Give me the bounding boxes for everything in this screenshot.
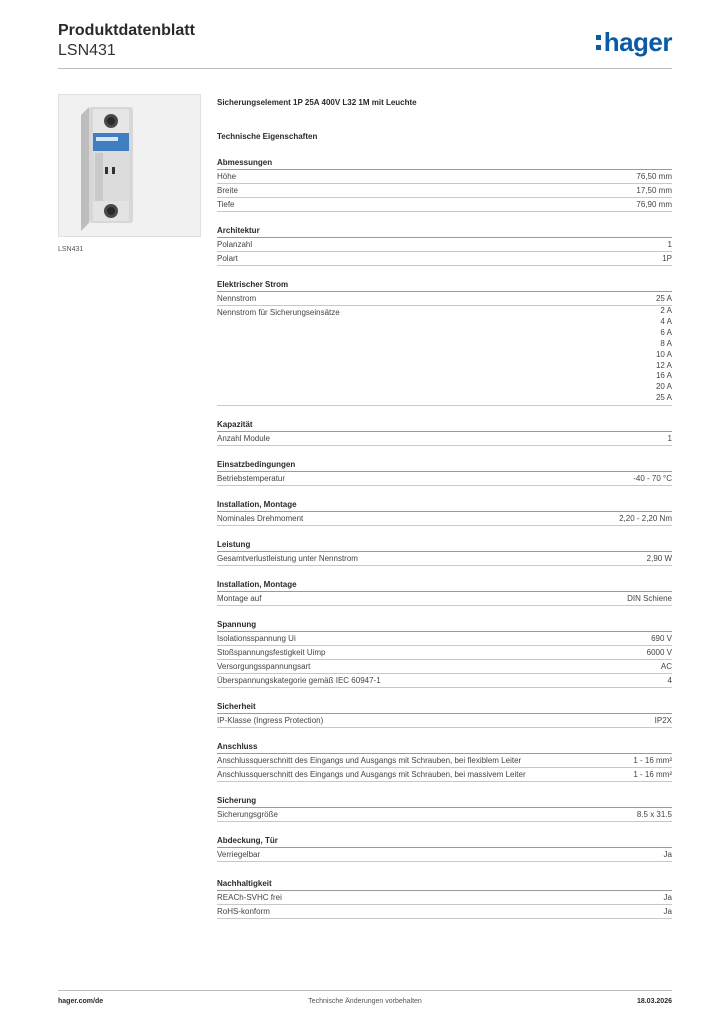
spec-value-item: 25 A — [655, 393, 672, 403]
spec-value — [656, 306, 672, 404]
spec-label: Nennstrom — [217, 294, 257, 303]
spec-label: Montage auf — [217, 594, 262, 604]
spec-section — [217, 459, 672, 486]
spec-section — [217, 579, 672, 606]
spec-value-item: 12 A — [655, 360, 672, 370]
spec-value-item: 4 A — [660, 316, 672, 326]
hager-logo — [596, 28, 672, 56]
spec-value: DIN Schiene — [627, 594, 672, 604]
spec-label: Nennstrom für Sicherungseinsätze — [217, 308, 340, 317]
spec-label: Isolationsspannung Ui — [217, 634, 296, 644]
spec-value: 17,50 mm — [636, 186, 672, 195]
product-image — [58, 94, 201, 237]
logo-text: hager — [603, 27, 672, 57]
section-heading: Nachhaltigkeit — [217, 878, 672, 891]
spec-label: Gesamtverlustleistung unter Nennstrom — [217, 554, 358, 564]
spec-row — [217, 660, 672, 674]
spec-label: Anschlussquerschnitt des Eingangs und Ausgangs mit Schrauben, bei massivem Leiter — [217, 770, 526, 780]
spec-label: Höhe — [217, 172, 237, 181]
section-heading: Installation, Montage — [217, 579, 672, 592]
tech-properties-title: Technische Eigenschaften — [217, 132, 318, 141]
spec-row — [217, 714, 672, 728]
spec-content — [217, 97, 672, 919]
spec-value: 1 - 16 mm² — [633, 770, 672, 780]
spec-row — [217, 432, 672, 446]
spec-row — [217, 552, 672, 566]
spec-sections — [217, 157, 672, 919]
spec-value: 1 — [667, 434, 672, 444]
spec-row — [217, 238, 672, 252]
spec-value: AC — [660, 662, 672, 672]
document-subtitle: LSN431 — [58, 42, 116, 59]
spec-row — [217, 292, 672, 306]
fuse-holder-icon — [59, 95, 200, 236]
spec-value: 2,90 W — [646, 554, 672, 564]
spec-label: Betriebstemperatur — [217, 474, 286, 484]
spec-label: Überspannungskategorie gemäß IEC 60947-1 — [217, 676, 381, 686]
spec-section — [217, 539, 672, 566]
section-heading: Spannung — [217, 619, 672, 632]
spec-row — [217, 768, 672, 782]
spec-row — [217, 808, 672, 822]
spec-section — [217, 499, 672, 526]
spec-value-item: 6 A — [660, 327, 672, 337]
spec-value: 25 A — [655, 294, 672, 303]
spec-value: 76,50 mm — [636, 172, 672, 181]
spec-section — [217, 701, 672, 728]
spec-row — [217, 512, 672, 526]
spec-row — [217, 754, 672, 768]
spec-value: 1 - 16 mm² — [633, 756, 672, 766]
spec-row — [217, 306, 672, 406]
spec-value: 8.5 x 31.5 — [636, 810, 672, 820]
spec-value-item: 20 A — [655, 382, 672, 392]
section-heading: Kapazität — [217, 419, 672, 432]
spec-section — [217, 619, 672, 688]
spec-label: Nominales Drehmoment — [217, 514, 304, 524]
spec-section — [217, 878, 672, 919]
section-heading: Einsatzbedingungen — [217, 459, 672, 472]
spec-value-item: 16 A — [655, 371, 672, 381]
spec-section — [217, 835, 672, 862]
spec-row — [217, 198, 672, 212]
spec-row — [217, 891, 672, 905]
spec-value: 76,90 mm — [636, 200, 672, 209]
spec-label: Versorgungsspannungsart — [217, 662, 311, 672]
spec-section — [217, 741, 672, 782]
footer-divider — [58, 990, 672, 991]
section-heading: Anschluss — [217, 741, 672, 754]
spec-value: Ja — [663, 907, 672, 917]
spec-row — [217, 472, 672, 486]
spec-section — [217, 225, 672, 266]
spec-label: REACh-SVHC frei — [217, 893, 282, 903]
spec-row — [217, 170, 672, 184]
footer-date: 18.03.2026 — [636, 998, 672, 1005]
spec-value: 6000 V — [646, 648, 672, 658]
section-heading: Abmessungen — [217, 157, 672, 170]
section-heading: Leistung — [217, 539, 672, 552]
spec-section — [217, 795, 672, 822]
spec-row — [217, 905, 672, 919]
spec-label: Anschlussquerschnitt des Eingangs und Ausgangs mit Schrauben, bei flexiblem Leiter — [217, 756, 522, 766]
spec-value: -40 - 70 °C — [633, 474, 672, 484]
section-heading: Sicherung — [217, 795, 672, 808]
spec-value-item: 2 A — [660, 306, 672, 315]
spec-value: Ja — [663, 850, 672, 860]
section-heading: Abdeckung, Tür — [217, 835, 672, 848]
spec-row — [217, 592, 672, 606]
spec-value-item: 10 A — [655, 349, 672, 359]
spec-label: Verriegelbar — [217, 850, 261, 860]
spec-row — [217, 848, 672, 862]
section-heading: Sicherheit — [217, 701, 672, 714]
spec-value: IP2X — [654, 716, 672, 726]
spec-value: 4 — [667, 676, 672, 686]
document-header — [58, 21, 195, 61]
spec-section — [217, 419, 672, 446]
spec-section — [217, 279, 672, 406]
spec-value: Ja — [663, 893, 672, 903]
logo-dots-icon — [596, 28, 601, 50]
section-heading: Architektur — [217, 225, 672, 238]
product-name: Sicherungselement 1P 25A 400V L32 1M mit Leuchte — [217, 98, 417, 107]
spec-row — [217, 632, 672, 646]
spec-label: Anzahl Module — [217, 434, 270, 444]
spec-row — [217, 252, 672, 266]
spec-label: Stoßspannungsfestigkeit Uimp — [217, 648, 326, 658]
spec-value: 690 V — [651, 634, 672, 644]
spec-label: Sicherungsgröße — [217, 810, 278, 820]
document-title: Produktdatenblatt — [58, 22, 195, 39]
spec-value-item: 8 A — [660, 338, 672, 348]
spec-label: Polart — [217, 254, 238, 263]
spec-value: 2,20 - 2,20 Nm — [619, 514, 672, 524]
footer-note: Technische Änderungen vorbehalten — [308, 998, 422, 1005]
image-caption: LSN431 — [58, 246, 84, 253]
section-heading: Installation, Montage — [217, 499, 672, 512]
footer-website: hager.com/de — [58, 998, 104, 1005]
spec-row — [217, 646, 672, 660]
spec-value: 1 — [667, 240, 672, 249]
spec-row — [217, 184, 672, 198]
section-heading: Elektrischer Strom — [217, 279, 672, 292]
header-divider — [58, 68, 672, 69]
spec-value: 1P — [662, 254, 672, 263]
spec-label: Breite — [217, 186, 238, 195]
spec-row — [217, 674, 672, 688]
spec-label: RoHS-konform — [217, 907, 270, 917]
spec-label: IP-Klasse (Ingress Protection) — [217, 716, 324, 726]
spec-label: Tiefe — [217, 200, 235, 209]
spec-label: Polanzahl — [217, 240, 253, 249]
spec-section — [217, 157, 672, 212]
